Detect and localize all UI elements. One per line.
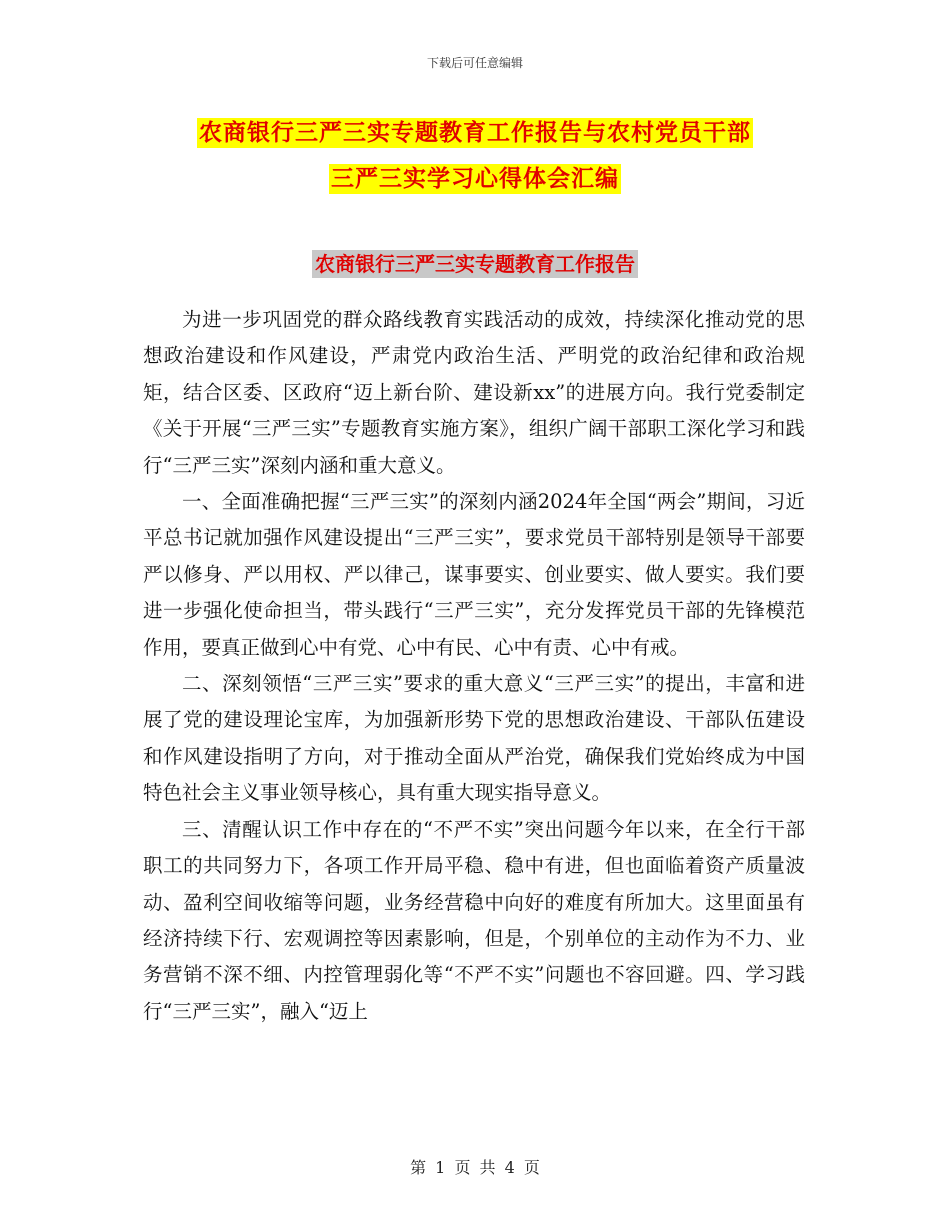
paragraph-intro: 为进一步巩固党的群众路线教育实践活动的成效，持续深化推动党的思想政治建设和作风建设，严肃党内政治生活、严明党的政治纪律和政治规矩，结合区委、区政府“迈上新台阶、建设新xx”的进展方向。我行党委制定《关于开展“三严三实”专题教育实施方案》，组织广阔干部职工深化学习和践行“三严三实”深刻内涵和重大意义。 xyxy=(143,308,805,477)
page-header-note: 下载后可任意编辑 xyxy=(426,56,523,70)
document-title-line-1 xyxy=(0,114,950,147)
paragraph-section-1: 一、全面准确把握“三严三实”的深刻内涵2024年全国“两会”期间，习近平总书记就加强作风建设提出“三严三实”，要求党员干部特别是领导干部要严以修身、严以用权、严以律己，谋事要实、创业要实、做人要实。我们要进一步强化使命担当，带头践行“三严三实”，充分发挥党员干部的先锋模范作用，要真正做到心中有党、心中有民、心中有责、心中有戒。 xyxy=(143,490,805,659)
document-body xyxy=(143,302,805,1030)
subtitle-text: 农商银行三严三实专题教育工作报告 xyxy=(312,250,638,278)
title-text-1: 农商银行三严三实专题教育工作报告与农村党员干部 xyxy=(199,120,751,146)
paragraph-section-3: 三、清醒认识工作中存在的“不严不实”突出问题今年以来，在全行干部职工的共同努力下，各项工作开局平稳、稳中有进，但也面临着资产质量波动、盈利空间收缩等问题，业务经营稳中向好的难度有所加大。这里面虽有经济持续下行、宏观调控等因素影响，但是，个别单位的主动作为不力、业务营销不深不细、内控管理弱化等“不严不实”问题也不容回避。四、学习践行“三严三实”，融入“迈上 xyxy=(143,817,805,1023)
paragraph-section-2: 二、深刻领悟“三严三实”要求的重大意义“三严三实”的提出，丰富和进展了党的建设理论宝库，为加强新形势下党的思想政治建设、干部队伍建设和作风建设指明了方向，对于推动全面从严治党，确保我们党始终成为中国特色社会主义事业领导核心，具有重大现实指导意义。 xyxy=(143,672,805,805)
document-title-line-2 xyxy=(0,160,950,193)
title-text-2: 三严三实学习心得体会汇编 xyxy=(331,166,619,192)
page-footer: 第 1 页 共 4 页 xyxy=(410,1158,540,1177)
section-subtitle xyxy=(0,248,950,277)
